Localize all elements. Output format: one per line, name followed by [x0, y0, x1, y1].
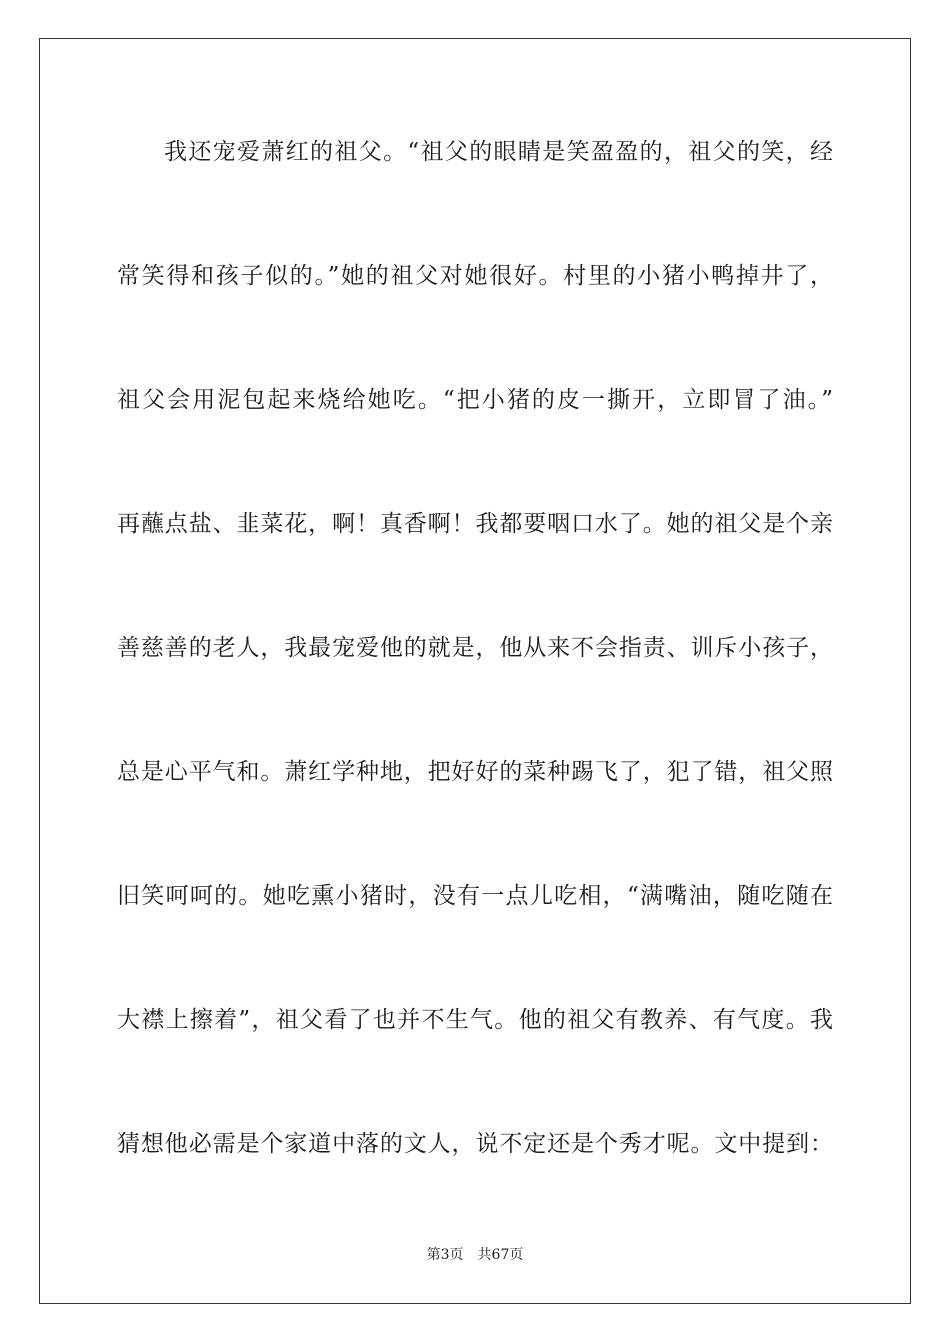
paragraph-line-6: 总是心平气和。萧红学种地，把好好的菜种踢飞了，犯了错，祖父照 — [117, 759, 833, 785]
paragraph-line-5: 善慈善的老人，我最宠爱他的就是，他从来不会指责、训斥小孩子， — [117, 635, 833, 661]
paragraph-line-2: 常笑得和孩子似的。”她的祖父对她很好。村里的小猪小鸭掉井了， — [117, 263, 833, 289]
paragraph-line-7: 旧笑呵呵的。她吃熏小猪时，没有一点儿吃相，“满嘴油，随吃随在 — [117, 883, 833, 909]
paragraph-line-9: 猜想他必需是个家道中落的文人，说不定还是个秀才呢。文中提到： — [117, 1131, 833, 1157]
paragraph-line-3: 祖父会用泥包起来烧给她吃。“把小猪的皮一撕开，立即冒了油。” — [117, 387, 833, 413]
paragraph-line-8: 大襟上擦着”，祖父看了也并不生气。他的祖父有教养、有气度。我 — [117, 1007, 833, 1033]
page-footer — [0, 1245, 950, 1265]
total-page-count: 共67页 — [477, 1247, 524, 1263]
current-page-number: 第3页 — [426, 1247, 464, 1263]
page-border — [39, 38, 911, 1304]
paragraph-line-4: 再蘸点盐、韭菜花，啊！真香啊！我都要咽口水了。她的祖父是个亲 — [117, 511, 833, 537]
paragraph-line-1: 我还宠爱萧红的祖父。“祖父的眼睛是笑盈盈的，祖父的笑，经 — [164, 139, 833, 165]
